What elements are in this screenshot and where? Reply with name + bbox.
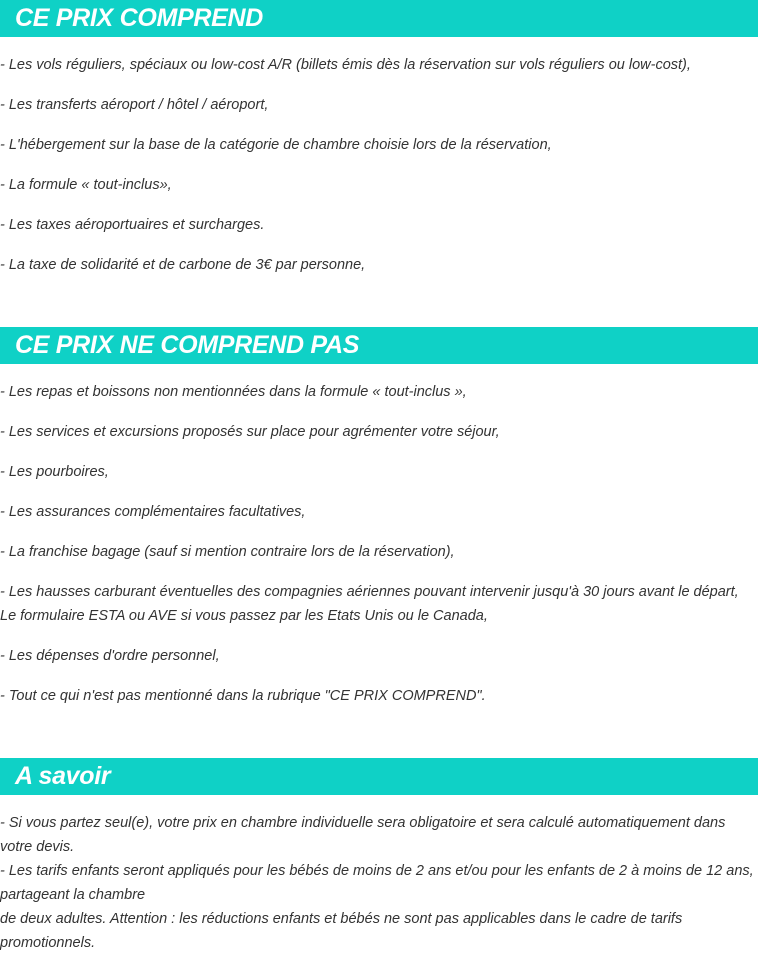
section-body-not-included bbox=[0, 364, 758, 708]
list-item: - Les tarifs enfants seront appliqués pour les bébés de moins de 2 ans et/ou pour les enfants de 2 à moins de 12 ans, partageant la chambre bbox=[0, 863, 754, 903]
section-heading-good-to-know: A savoir bbox=[0, 758, 758, 795]
list-item: - Les dépenses d'ordre personnel, bbox=[0, 648, 220, 664]
list-item: - L'hébergement sur la base de la catégorie de chambre choisie lors de la réservation, bbox=[0, 137, 552, 153]
list-item: - La taxe de solidarité et de carbone de 3€ par personne, bbox=[0, 257, 366, 273]
section-body-good-to-know bbox=[0, 795, 758, 955]
section-body-included bbox=[0, 37, 758, 277]
list-item: de deux adultes. Attention : les réductions enfants et bébés ne sont pas applicables dans le cadre de tarifs promotionnels. bbox=[0, 911, 683, 951]
list-item: - Les services et excursions proposés sur place pour agrémenter votre séjour, bbox=[0, 424, 500, 440]
list-item: - Tout ce qui n'est pas mentionné dans la rubrique "CE PRIX COMPREND". bbox=[0, 688, 486, 704]
section-good-to-know bbox=[0, 758, 758, 955]
list-item: - Les hausses carburant éventuelles des compagnies aériennes pouvant intervenir jusqu'à 30 jours avant le départ, Le formulaire ESTA ou AVE si vous passez par les Etats Unis ou le Canada, bbox=[0, 584, 739, 624]
list-item: - Les transferts aéroport / hôtel / aéroport, bbox=[0, 97, 269, 113]
list-item: - La formule « tout-inclus», bbox=[0, 177, 172, 193]
section-heading-included: CE PRIX COMPREND bbox=[0, 0, 758, 37]
list-item: - Les pourboires, bbox=[0, 464, 109, 480]
list-item: - Les vols réguliers, spéciaux ou low-cost A/R (billets émis dès la réservation sur vols réguliers ou low-cost), bbox=[0, 57, 691, 73]
list-item: - Les taxes aéroportuaires et surcharges. bbox=[0, 217, 265, 233]
list-item: - Si vous partez seul(e), votre prix en chambre individuelle sera obligatoire et sera calculé automatiquement dans votre devis. bbox=[0, 815, 726, 855]
section-not-included bbox=[0, 327, 758, 724]
list-item: - Les assurances complémentaires facultatives, bbox=[0, 504, 306, 520]
section-heading-not-included: CE PRIX NE COMPREND PAS bbox=[0, 327, 758, 364]
list-item: - La franchise bagage (sauf si mention contraire lors de la réservation), bbox=[0, 544, 455, 560]
list-item: - Les repas et boissons non mentionnées dans la formule « tout-inclus », bbox=[0, 384, 467, 400]
section-included bbox=[0, 0, 758, 293]
